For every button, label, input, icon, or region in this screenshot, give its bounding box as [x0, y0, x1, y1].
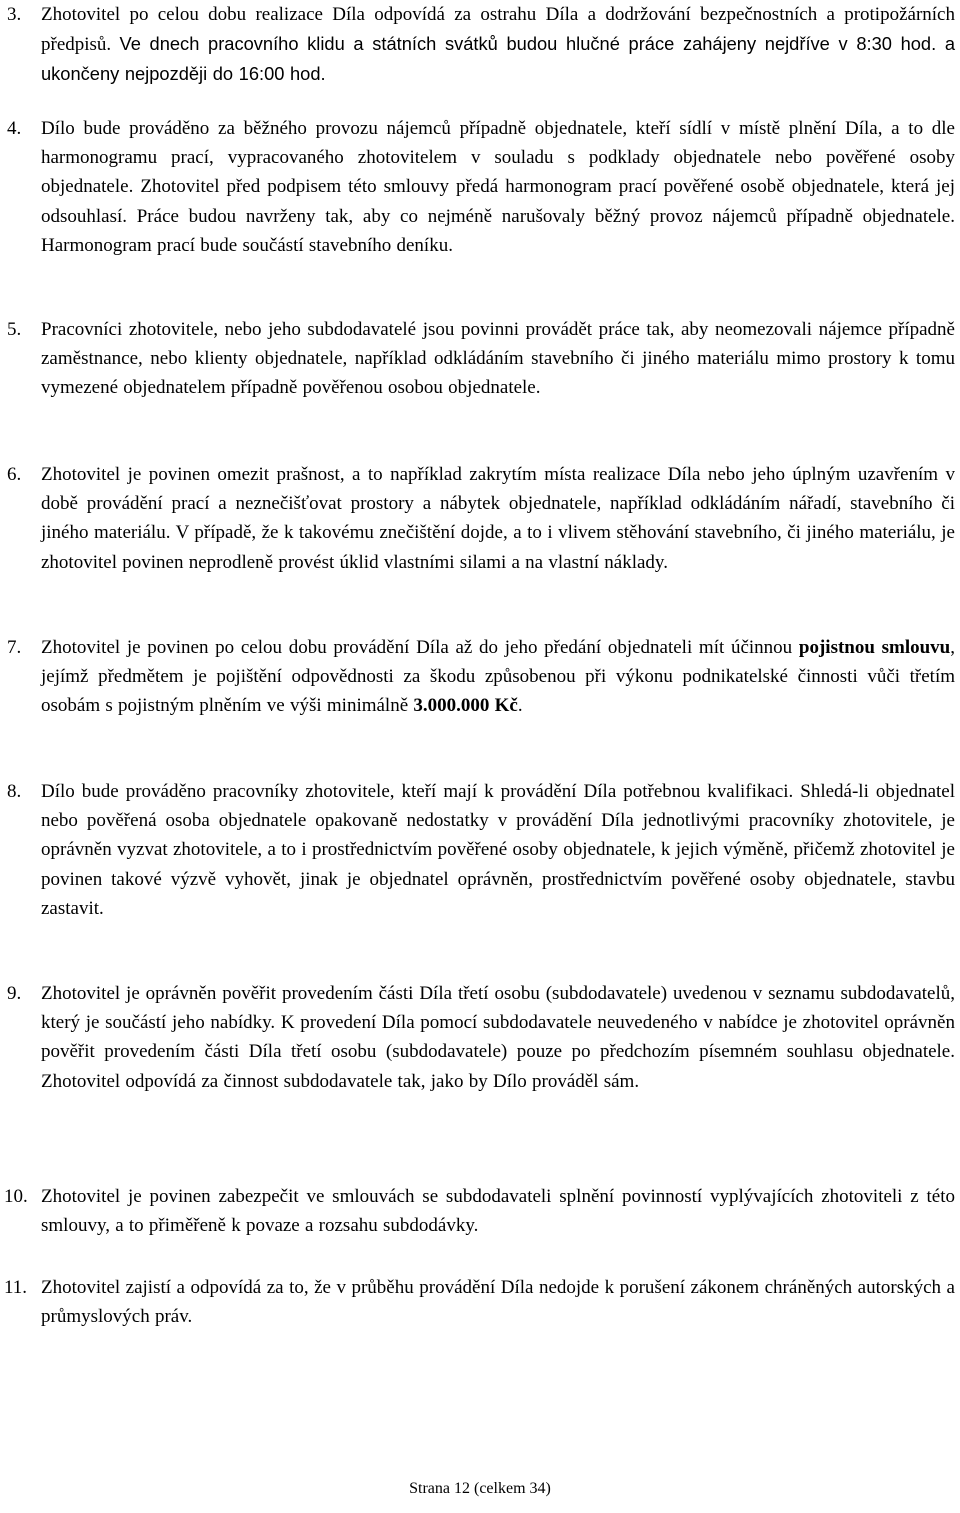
clause-number: 5. — [7, 319, 22, 340]
clause-text-part: Zhotovitel je povinen zabezpečit ve smlouvách se subdodavateli splnění povinností vyplývajících zhotoviteli z této smlouvy, a to přiměřeně k povaze a rozsahu subdodávky. — [41, 1186, 955, 1237]
clause-text — [41, 1273, 955, 1331]
clause-text — [41, 777, 955, 923]
clause-text-bold: pojistnou smlouvu — [798, 637, 951, 658]
clause-number: 10. — [4, 1186, 28, 1207]
clause-text — [41, 979, 955, 1096]
clause-text-part: Dílo bude prováděno za běžného provozu nájemců případně objednatele, kteří sídlí v místě plnění Díla, a to dle harmonogramu prací, vypracovaného zhotovitelem v souladu s podklady objednatele nebo pověřené osoby objednatele. Zhotovitel před podpisem této smlouvy předá harmonogram prací pověřené osobě objednatele, která jej odsouhlasí. Práce budou navrženy tak, aby co nejméně narušovaly běžný provoz nájemců případně objednatele. Harmonogram prací bude součástí stavebního deníku. — [41, 118, 955, 256]
clause-text-part: Zhotovitel zajistí a odpovídá za to, že v průběhu provádění Díla nedojde k porušení zákonem chráněných autorských a průmyslových práv. — [41, 1277, 955, 1328]
clause-text-bold: 3.000.000 Kč — [413, 695, 518, 717]
clause-text-part: Zhotovitel je povinen omezit prašnost, a to například zakrytím místa realizace Díla nebo jeho úplným uzavřením v době provádění prací a neznečišťovat prostory a nábytek objednatele, například odkládáním nářadí, stavebního či jiného materiálu. V případě, že k takovému znečištění dojde, a to i vlivem stěhování stavebního, či jiného materiálu, je zhotovitel povinen neprodleně provést úklid vlastními silami a na vlastní náklady. — [41, 464, 955, 573]
clause-text-part: Zhotovitel po celou dobu realizace Díla odpovídá za ostrahu Díla a dodržování bezpečnostních a protipožárních předpisů. — [41, 4, 955, 56]
clause-text — [41, 460, 955, 577]
clause-number: 9. — [7, 983, 22, 1004]
clause-text-part: , jejímž předmětem je pojištění odpovědnosti za škodu způsobenou při výkonu podnikatelské činnosti vůči třetím osobám s pojistným plněním ve výši minimálně — [41, 637, 955, 717]
clause-text-part: Dílo bude prováděno pracovníky zhotovitele, kteří mají k provádění Díla potřebnou kvalifikaci. Shledá-li objednatel nebo pověřená osoba objednatele opakovaně nedostatky v provádění Díla jednotlivými pracovníky zhotovitele, je oprávněn vyzvat zhotovitele, a to i prostřednictvím pověřené osoby objednatele, k jejich výměně, přičemž zhotovitel je povinen takové výzvě vyhovět, jinak je objednatel oprávněn, prostřednictvím pověřené osoby objednatele, stavbu zastavit. — [41, 781, 955, 919]
clause-text-part: Ve dnech pracovního klidu a státních svátků budou hlučné práce zahájeny nejdříve v 8:30 hod. a ukončeny nejpozději do 16:00 hod. — [41, 33, 955, 85]
clause-number: 8. — [7, 781, 22, 802]
clause-text-part: . — [517, 695, 523, 717]
clause-number: 11. — [4, 1277, 28, 1298]
clause-text — [41, 1182, 955, 1240]
clause-text — [41, 633, 955, 721]
clause-number: 7. — [7, 637, 22, 658]
clause-number: 3. — [7, 4, 22, 25]
page-footer: Strana 12 (celkem 34) — [409, 1480, 551, 1497]
clause-text-part: Zhotovitel je oprávněn pověřit provedením části Díla třetí osobu (subdodavatele) uvedenou v seznamu subdodavatelů, který je součástí jeho nabídky. K provedení Díla pomocí subdodavatele neuvedeného v nabídce je zhotovitel oprávněn pověřit provedením části Díla třetí osobu (subdodavatele) pouze po předchozím písemném souhlasu objednatele. Zhotovitel odpovídá za činnost subdodavatele tak, jako by Dílo prováděl sám. — [41, 983, 955, 1092]
clause-text — [41, 114, 955, 260]
clause-text-part: Zhotovitel je povinen po celou dobu provádění Díla až do jeho předání objednateli mít účinnou — [41, 637, 799, 658]
clause-number: 4. — [7, 118, 22, 139]
clause-number: 6. — [7, 464, 22, 485]
clause-text — [41, 0, 955, 90]
clause-text — [41, 315, 955, 403]
clause-text-part: Pracovníci zhotovitele, nebo jeho subdodavatelé jsou povinni provádět práce tak, aby neomezovali nájemce případně zaměstnance, nebo klienty objednatele, například odkládáním stavebního či jiného materiálu mimo prostory k tomu vymezené objednatelem případně pověřenou osobou objednatele. — [41, 319, 955, 399]
